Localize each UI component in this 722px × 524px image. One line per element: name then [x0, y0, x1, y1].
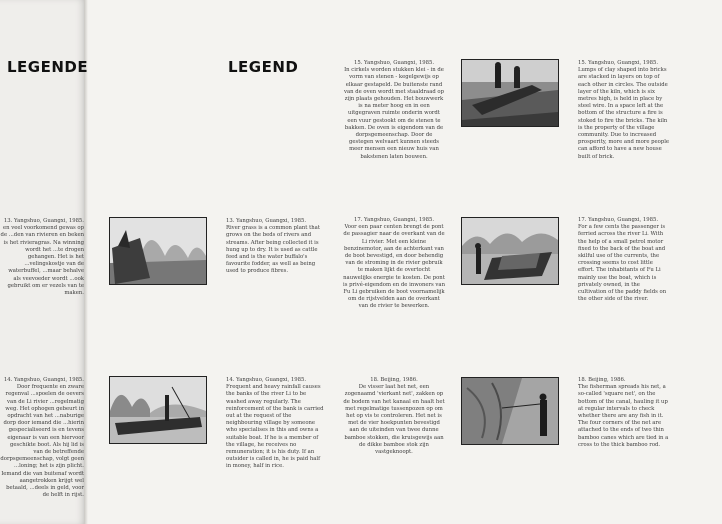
- caption-title: 18. Beijing, 1986.: [578, 377, 626, 383]
- caption-17-english: [578, 217, 670, 303]
- left-caption-13: [0, 218, 84, 298]
- heading-legend: LEGEND: [228, 58, 299, 76]
- photo-boat-bank: [109, 376, 207, 444]
- caption-title: 13. Yangshuo, Guangxi, 1985.: [226, 218, 307, 224]
- caption-body: Lumps of clay shaped into bricks are stacked in layers on top of each other in circles. The outside layer of the kiln, which is six metres high, is held in place by steel wire. In a space left at the bottom of the structure a fire is stoked to fire the bricks. The kiln is the property of the village community. Due to increased prosperity, more and more people can afford to have a new house built of brick.: [578, 67, 670, 160]
- caption-title: 14. Yangshuo, Guangxi, 1985.: [3, 377, 84, 383]
- caption-title: 17. Yangshuo, Guangxi, 1985.: [578, 217, 659, 223]
- photo-river-grass: [109, 217, 207, 285]
- caption-title: 17. Yangshuo, Guangxi, 1985.: [353, 217, 435, 223]
- photo-ferry: [461, 217, 559, 285]
- caption-14-english: [226, 377, 324, 471]
- caption-18-dutch: [343, 377, 445, 456]
- caption-body: en veel voorkomend gewas op de ...den van rivieren en beken is het rivieragras. Na winning wordt het ...te drogen gehangen. Het is het ...velingskostje van de waterbuffel, ...maar behalve als veevoeder wordt ...ook gebruikt om er vezels van te maken.: [0, 225, 84, 297]
- caption-body: For a few cents the passenger is ferried across the river Li. With the help of a small petrol motor fixed to the back of the boat and skilful use of the currents, the crossing seems to cost little effort. The inhabitants of Fu Li mainly use the boat, which is privately owned, in the cultivation of the paddy fields on the other side of the river.: [578, 224, 667, 303]
- caption-body: River grass is a common plant that grows on the beds of rivers and streams. After being collected it is hung up to dry. It is used as cattle feed and is the water buffalo's favourite fodder, as well as being used to produce fibres.: [226, 225, 320, 275]
- caption-body: De visser laat het net, een zogenaamd 'vierkant net', zakken op de bodem van het kanaal en haalt het met regelmatige tussenpozen op om het op vis te controleren. Het net is met de vier hoekpunten bevestigd aan de uiteinden van twee dunne bamboe stokken, die kruisgewijs aan de dikke bamboe stok zijn vastgeknoopt.: [343, 384, 445, 456]
- caption-13-english: [226, 218, 324, 276]
- photo-fisherman: [461, 377, 559, 445]
- caption-body: In cirkels worden stukken klei - in de vorm van stenen - kegelgewijs op elkaar gestapeld. De buitenste rand van de oven wordt met staaldraad op zijn plaats gehouden. Het bouwwerk is na meter hoog en in een uitgegraven ruimte onderin wordt een vuur gestookt om de stenen te bakken. De oven is eigendom van de dorpsgemeenschap. Door de gestegen welvaart kunnen steeds meer mensen een nieuw huis van bakstenen laten bouwen.: [343, 67, 445, 160]
- caption-body: Voor een paar centen brengt de pont de passagier naar de overkant van de Li rivier. Met een kleine benzinemotor, aan de achterkant van de boot bevestigd, en door behendig van de stroming in de rivier gebruik te maken lijkt de overtocht nauwelijks energie te kosten. De pont is privé-eigendom en de inwoners van Fu Li gebruiken de boot voornamelijk om de rijstvelden aan de overkant van de rivier te bewerken.: [343, 224, 445, 310]
- caption-body: Frequent and heavy rainfall causes the banks of the river Li to be washed away regularly. The reinforcement of the bank is carried out at the request of the neighbouring village by someone who specialises in this and owns a suitable boat. If he is a member of the village, he receives no remuneration; it is his duty. If an outsider is called in, he is paid half in money, half in rice.: [226, 384, 324, 470]
- caption-body: Door frequente en zware regenval ...spoelen de oevers van de Li rivier ...regelmatig weg. Het ophogen gebeurt in opdracht van het ...naburige dorp door iemand die ...hierin gespecialiseerd is en tevens eigenaar is van een hiervoor geschikte boot. Als hij lid is van de betreffende dorpsgemeenschap, volgt geen ...loning; het is zijn plicht. Iemand die van buitenaf wordt aangetrokken krijgt wel betaald, ...deels in geld, voor de helft in rijst.: [0, 384, 84, 499]
- caption-title: 13. Yangshuo, Guangxi, 1985.: [3, 218, 84, 224]
- caption-17-dutch: [343, 217, 445, 311]
- caption-15-english: [578, 60, 670, 161]
- book-gutter: [84, 0, 88, 524]
- caption-15-dutch: [343, 60, 445, 161]
- caption-title: 18. Beijing, 1986.: [370, 377, 418, 383]
- caption-body: The fisherman spreads his net, a so-called 'square net', on the bottom of the canal, hauling it up at regular intervals to check whether there are any fish in it. The four corners of the net are attached to the ends of two thin bamboo canes which are tied in a cross to the thick bamboo rod.: [578, 384, 669, 448]
- caption-title: 15. Yangshuo, Guangxi, 1985.: [353, 60, 435, 66]
- caption-title: 14. Yangshuo, Guangxi, 1985.: [226, 377, 307, 383]
- photo-brick-kiln: [461, 59, 559, 127]
- left-caption-14: [0, 377, 84, 511]
- caption-title: 15. Yangshuo, Guangxi, 1985.: [578, 60, 659, 66]
- heading-legende: LEGENDE: [7, 58, 89, 76]
- caption-18-english: [578, 377, 670, 449]
